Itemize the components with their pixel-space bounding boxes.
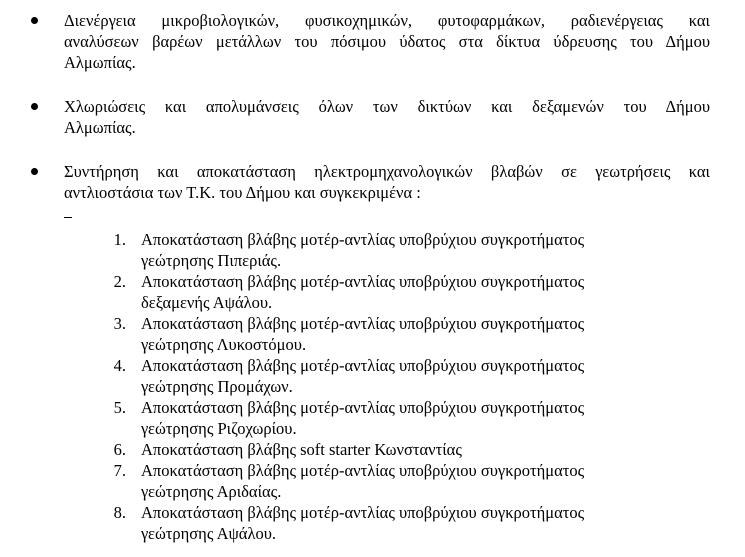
list-item-line: Αποκατάσταση βλάβης μοτέρ-αντλίας υποβρύχιου συγκροτήματος [141, 398, 585, 417]
list-item-line: Αποκατάσταση βλάβης μοτέρ-αντλίας υποβρύχιου συγκροτήματος [141, 461, 585, 480]
list-item-line: Αποκατάσταση βλάβης μοτέρ-αντλίας υποβρύχιου συγκροτήματος [141, 503, 585, 522]
bullet-paragraph [64, 96, 710, 138]
list-item-line: Αποκατάσταση βλάβης μοτέρ-αντλίας υποβρύχιου συγκροτήματος [141, 356, 585, 375]
bullet-marker [31, 168, 38, 175]
list-number: 2. [113, 272, 126, 291]
list-item [0, 271, 745, 313]
list-number: 1. [113, 230, 126, 249]
list-item-line: Αποκατάσταση βλάβης μοτέρ-αντλίας υποβρύχιου συγκροτήματος [141, 272, 585, 291]
list-item-line: γεώτρησης Προμάχων. [141, 377, 293, 396]
bullet-paragraph [64, 10, 710, 73]
list-item [0, 229, 745, 271]
list-item-line: Αποκατάσταση βλάβης μοτέρ-αντλίας υποβρύχιου συγκροτήματος [141, 230, 585, 249]
paragraph-line: Διενέργεια μικροβιολογικών, φυσικοχημικών, φυτοφαρμάκων, ραδιενέργειας και [64, 11, 710, 30]
bullet-marker [31, 17, 38, 24]
paragraph-line: Χλωριώσεις και απολυμάνσεις όλων των δικτύων και δεξαμενών του Δήμου [64, 97, 710, 116]
list-item [0, 502, 745, 544]
list-number: 4. [113, 356, 126, 375]
list-item [0, 313, 745, 355]
paragraph-line: Συντήρηση και αποκατάσταση ηλεκτρομηχανολογικών βλαβών σε γεωτρήσεις και [64, 162, 710, 181]
list-number: 5. [113, 398, 126, 417]
paragraph-line: Αλμωπίας. [64, 118, 136, 137]
list-item [0, 355, 745, 397]
paragraph-line [64, 182, 710, 218]
list-item-line: δεξαμενής Αψάλου. [141, 293, 273, 312]
list-item-line: γεώτρησης Ριζοχωρίου. [141, 419, 297, 438]
list-item-text [141, 355, 661, 397]
bullet-paragraph [64, 161, 710, 218]
list-item-line: Αποκατάσταση βλάβης soft starter Κωνσταντίας [141, 440, 462, 459]
list-item [0, 460, 745, 502]
list-item-text [141, 229, 661, 271]
list-item-line: γεώτρησης Αριδαίας. [141, 482, 282, 501]
list-item [0, 397, 745, 439]
bullet-marker [31, 103, 38, 110]
list-item-text [141, 460, 661, 502]
list-item-line: Αποκατάσταση βλάβης μοτέρ-αντλίας υποβρύχιου συγκροτήματος [141, 314, 585, 333]
list-item-text [141, 439, 661, 460]
text-cursor-underline [64, 203, 72, 218]
list-item-line: γεώτρησης Αψάλου. [141, 524, 276, 543]
list-item-text [141, 397, 661, 439]
list-item-line: γεώτρησης Πιπεριάς. [141, 251, 282, 270]
list-item-text [141, 271, 661, 313]
list-number: 3. [113, 314, 126, 333]
paragraph-line-text: αντλιοστάσια των Τ.Κ. του Δήμου και συγκεκριμένα : [64, 183, 421, 202]
list-number: 6. [113, 440, 126, 459]
paragraph-line: Αλμωπίας. [64, 53, 136, 72]
list-number: 7. [113, 461, 126, 480]
list-item-line: γεώτρησης Λυκοστόμου. [141, 335, 307, 354]
list-number: 8. [113, 503, 126, 522]
paragraph-line: αναλύσεων βαρέων μετάλλων του πόσιμου ύδατος στα δίκτυα ύδρευσης του Δήμου [64, 32, 710, 51]
list-item [0, 439, 745, 460]
list-item-text [141, 313, 661, 355]
list-item-text [141, 502, 661, 544]
